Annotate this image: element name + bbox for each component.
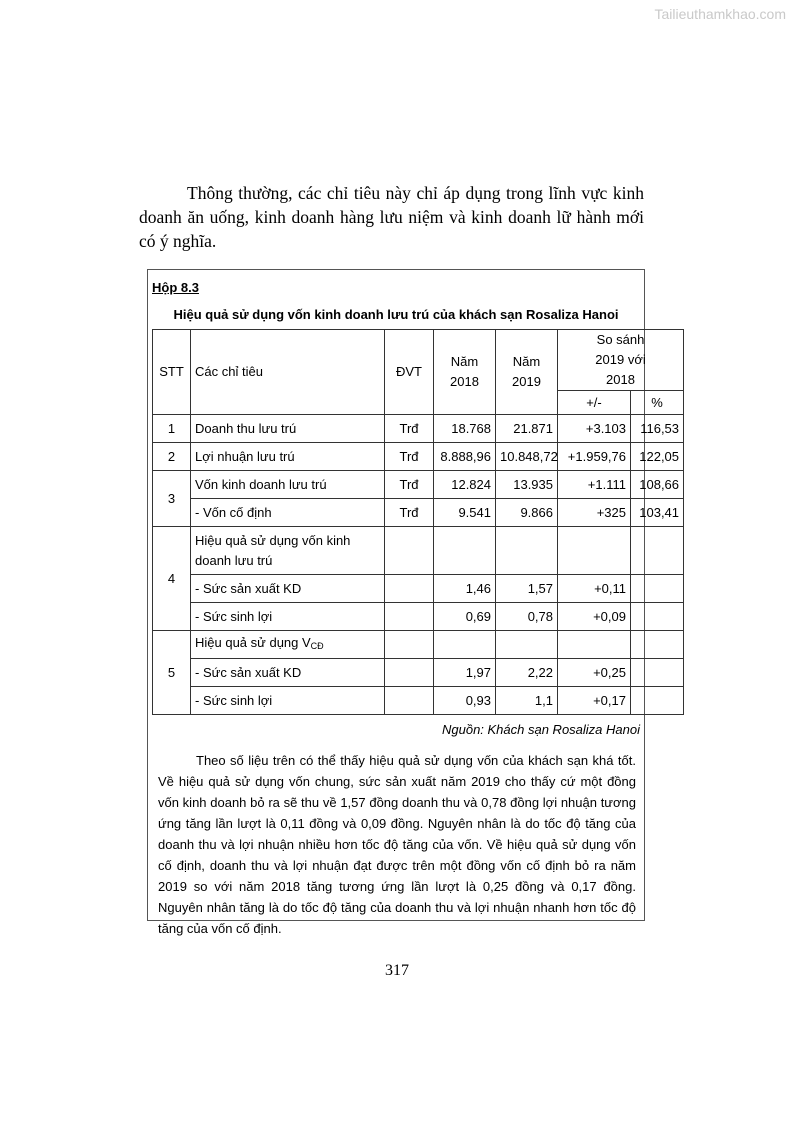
cell-name: - Vốn cố định bbox=[191, 499, 385, 527]
header-diff: +/- bbox=[558, 391, 631, 415]
cell-2019: 21.871 bbox=[496, 415, 558, 443]
cell-2018: 8.888,96 bbox=[434, 443, 496, 471]
cell-name-text: Hiệu quả sử dụng V bbox=[195, 635, 311, 650]
cell-name: - Sức sinh lợi bbox=[191, 603, 385, 631]
cell-pct bbox=[631, 575, 684, 603]
cell-2019: 1,57 bbox=[496, 575, 558, 603]
cell-diff bbox=[558, 527, 631, 575]
table-row bbox=[153, 499, 684, 527]
cell-name: - Sức sản xuất KD bbox=[191, 659, 385, 687]
cell-unit: Trđ bbox=[385, 499, 434, 527]
box-label: Hộp 8.3 bbox=[152, 280, 199, 295]
table-row bbox=[153, 575, 684, 603]
cell-2019: 10.848,72 bbox=[496, 443, 558, 471]
table-row bbox=[153, 631, 684, 659]
intro-paragraph: Thông thường, các chỉ tiêu này chỉ áp dụng trong lĩnh vực kinh doanh ăn uống, kinh doanh hàng lưu niệm và kinh doanh lữ hành mới có ý nghĩa. bbox=[139, 183, 644, 251]
cell-diff: +0,17 bbox=[558, 687, 631, 715]
analysis-paragraph: Theo số liệu trên có thể thấy hiệu quả sử dụng vốn của khách sạn khá tốt. Về hiệu quả sử dụng vốn chung, sức sản xuất năm 2019 cho thấy cứ một đồng vốn kinh doanh bỏ ra sẽ thu về 1,57 đồng doanh thu và 0,78 đồng lợi nhuận tương ứng tăng lần lượt là 0,11 đồng và 0,09 đồng. Nguyên nhân là do tốc độ tăng của doanh thu và lợi nhuận nhiều hơn tốc độ tăng của vốn. Về hiệu quả sử dụng vốn cố định, doanh thu và lợi nhuận đạt được trên một đồng vốn cố định bỏ ra năm 2019 so với năm 2018 tăng tương ứng lần lượt là 0,25 đồng và 0,17 đồng. Nguyên nhân tăng là do tốc độ tăng của doanh thu và lợi nhuận nhanh hơn tốc độ tăng của vốn cố định. bbox=[158, 753, 636, 936]
cell-2018: 9.541 bbox=[434, 499, 496, 527]
cell-name: Vốn kinh doanh lưu trú bbox=[191, 471, 385, 499]
cell-2019 bbox=[496, 527, 558, 575]
cell-name bbox=[191, 631, 385, 659]
header-indicator: Các chỉ tiêu bbox=[191, 330, 385, 415]
cell-unit bbox=[385, 631, 434, 659]
cell-diff: +0,11 bbox=[558, 575, 631, 603]
cell-diff: +1.111 bbox=[558, 471, 631, 499]
cell-2018 bbox=[434, 631, 496, 659]
cell-2018 bbox=[434, 527, 496, 575]
cell-diff: +0,25 bbox=[558, 659, 631, 687]
table-row bbox=[153, 471, 684, 499]
cell-pct bbox=[631, 631, 684, 659]
cell-pct bbox=[631, 603, 684, 631]
cell-stt: 3 bbox=[153, 471, 191, 527]
cell-2018: 1,97 bbox=[434, 659, 496, 687]
table-header-row bbox=[153, 330, 684, 391]
cell-name-subscript: CĐ bbox=[310, 641, 324, 651]
cell-unit: Trđ bbox=[385, 443, 434, 471]
cell-pct: 108,66 bbox=[631, 471, 684, 499]
header-2018: Năm 2018 bbox=[434, 330, 496, 415]
cell-stt: 5 bbox=[153, 631, 191, 715]
cell-2019: 2,22 bbox=[496, 659, 558, 687]
cell-pct: 116,53 bbox=[631, 415, 684, 443]
cell-pct bbox=[631, 527, 684, 575]
table-row bbox=[153, 659, 684, 687]
cell-2019: 0,78 bbox=[496, 603, 558, 631]
table-row bbox=[153, 443, 684, 471]
cell-name: - Sức sản xuất KD bbox=[191, 575, 385, 603]
cell-name: Doanh thu lưu trú bbox=[191, 415, 385, 443]
cell-unit bbox=[385, 659, 434, 687]
header-pct: % bbox=[631, 391, 684, 415]
cell-diff bbox=[558, 631, 631, 659]
cell-diff: +1.959,76 bbox=[558, 443, 631, 471]
cell-diff: +3.103 bbox=[558, 415, 631, 443]
cell-2018: 12.824 bbox=[434, 471, 496, 499]
cell-pct bbox=[631, 659, 684, 687]
capital-efficiency-table bbox=[152, 329, 684, 715]
table-row bbox=[153, 603, 684, 631]
cell-unit bbox=[385, 603, 434, 631]
cell-unit: Trđ bbox=[385, 471, 434, 499]
table-row bbox=[153, 415, 684, 443]
header-2019: Năm 2019 bbox=[496, 330, 558, 415]
cell-name: - Sức sinh lợi bbox=[191, 687, 385, 715]
cell-diff: +325 bbox=[558, 499, 631, 527]
page-number: 317 bbox=[385, 962, 409, 979]
cell-2018: 1,46 bbox=[434, 575, 496, 603]
cell-unit bbox=[385, 687, 434, 715]
info-box bbox=[147, 269, 680, 936]
cell-stt: 4 bbox=[153, 527, 191, 631]
cell-name: Hiệu quả sử dụng vốn kinh doanh lưu trú bbox=[191, 527, 385, 575]
cell-stt: 2 bbox=[153, 443, 191, 471]
cell-stt: 1 bbox=[153, 415, 191, 443]
table-row bbox=[153, 687, 684, 715]
cell-unit bbox=[385, 527, 434, 575]
table-source: Nguồn: Khách sạn Rosaliza Hanoi bbox=[441, 722, 640, 737]
cell-2019 bbox=[496, 631, 558, 659]
header-stt: STT bbox=[153, 330, 191, 415]
cell-2018: 0,93 bbox=[434, 687, 496, 715]
cell-unit bbox=[385, 575, 434, 603]
cell-2018: 18.768 bbox=[434, 415, 496, 443]
watermark: Tailieuthamkhao.com bbox=[654, 6, 786, 22]
cell-pct bbox=[631, 687, 684, 715]
cell-2019: 1,1 bbox=[496, 687, 558, 715]
cell-2018: 0,69 bbox=[434, 603, 496, 631]
cell-diff: +0,09 bbox=[558, 603, 631, 631]
cell-2019: 9.866 bbox=[496, 499, 558, 527]
box-title: Hiệu quả sử dụng vốn kinh doanh lưu trú của khách sạn Rosaliza Hanoi bbox=[173, 307, 619, 322]
header-unit: ĐVT bbox=[385, 330, 434, 415]
cell-unit: Trđ bbox=[385, 415, 434, 443]
cell-pct: 103,41 bbox=[631, 499, 684, 527]
cell-name: Lợi nhuận lưu trú bbox=[191, 443, 385, 471]
cell-2019: 13.935 bbox=[496, 471, 558, 499]
header-compare: So sánh 2019 với 2018 bbox=[558, 330, 684, 391]
table-row bbox=[153, 527, 684, 575]
cell-pct: 122,05 bbox=[631, 443, 684, 471]
